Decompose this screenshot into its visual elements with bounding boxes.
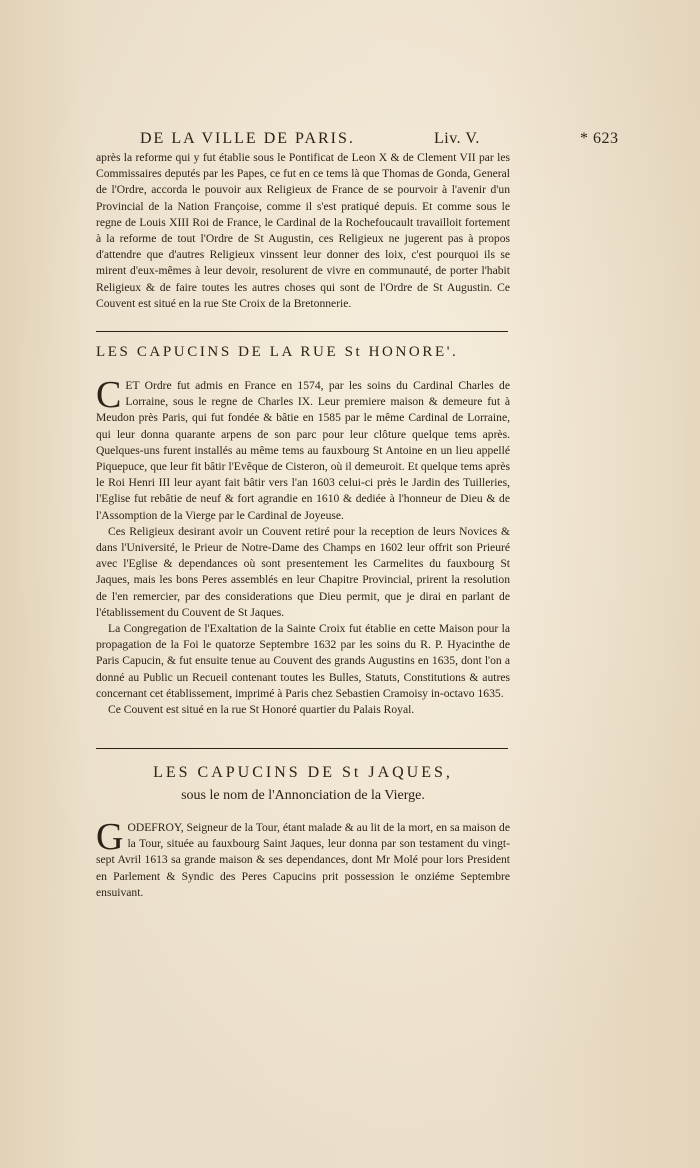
drop-cap: C xyxy=(96,374,122,416)
section1-body xyxy=(96,374,510,738)
header-book-number: Liv. V. xyxy=(434,130,480,147)
section2-paragraph: ODEFROY, Seigneur de la Tour, étant malade & au lit de la mort, en sa maison de la Tour, située au fauxbourg Saint Jaques, leur donna par son testament du vingt-sept Avril 1613 sa grande maison & ses dependances, dont Mr Molé pour lors President en Parlement & Syndic des Peres Capucins prit possession le onziéme Septembre ensuivant. xyxy=(96,821,510,899)
section1-title: LES CAPUCINS DE LA RUE St HONORE'. xyxy=(96,344,459,360)
drop-cap: G xyxy=(96,816,124,858)
intro-paragraph xyxy=(96,150,510,318)
section1-paragraph: La Congregation de l'Exaltation de la Sainte Croix fut établie en cette Maison pour la propagation de la Foi le quatorze Septembre 1632 par les soins du R. P. Hyacinthe de Paris Capucin, & fut ensuite tenue au Couvent des grands Augustins en 1635, dont l'on a donné au Public un Recueil contenant toutes les Bulles, Statuts, Constitutions & autres concernant cet établissement, imprimé à Paris chez Sebastien Cramoisy in-octavo 1635. xyxy=(96,622,510,700)
section1-paragraph: ET Ordre fut admis en France en 1574, par les soins du Cardinal Charles de Lorraine, sous le regne de Charles IX. Leur premiere maison & demeure fut à Meudon près Paris, qui fut fondée & bâtie en 1585 par le même Cardinal de Lorraine, qui leur donna quarante arpens de son parc pour leur clôture quelque tems après. Quelques-uns furent installés au même tems au fauxbourg St Antoine en un lieu appellé Piquepuce, que leur fit bâtir l'Evêque de Cisteron, où il demeuroit. Et quelque tems après le Roi Henri III leur ayant fait bâtir vers l'an 1603 celui-ci près le Jardin des Tuilleries, l'Eglise fut rebâtie de neuf & fort agrandie en 1610 & dediée à l'honneur de Dieu & de l'Assomption de la Vierge par le Cardinal de Joyeuse. xyxy=(96,379,510,522)
running-header xyxy=(140,130,640,152)
header-title: DE LA VILLE DE PARIS. xyxy=(140,130,355,147)
section2-body xyxy=(96,816,510,910)
section2-title: LES CAPUCINS DE St JAQUES, xyxy=(153,764,453,781)
section-divider xyxy=(96,331,508,332)
intro-paragraph-text: après la reforme qui y fut établie sous le Pontificat de Leon X & de Clement VII par les Commissaires deputés par les Papes, ce fut en ce tems là que Thomas de Gonda, General de l'Ordre, accorda le pouvoir aux Religieux de France de se pourvoir à l'avenir d'un Provincial de la Nation Françoise, comme il s'est pratiqué depuis. Et comme sous le regne de Louis XIII Roi de France, le Cardinal de la Rochefoucault travailloit fortement à la reforme de tout l'Ordre de St Augustin, ces Religieux ne jugerent pas à propos d'attendre que d'autres Religieux vinssent leur donner des loix, c'est pourquoi ils se mirent d'eux-mêmes à leur devoir, resolurent de vivre en communauté, de porter l'habit Religieux & de faire toutes les autres choses qui sont de l'Ordre de St Augustin. Ce Couvent est situé en la rue Ste Croix de la Bretonnerie. xyxy=(96,151,510,310)
section-divider xyxy=(96,748,508,749)
page-number: * 623 xyxy=(580,130,619,147)
section1-paragraph: Ces Religieux desirant avoir un Couvent retiré pour la reception de leurs Novices & dans l'Université, le Prieur de Notre-Dame des Champs en 1602 leur offrit son Prieuré avec l'Eglise & dependances où sont presentement les Carmelites du fauxbourg St Jaques, mais les bons Peres assemblés en leur Chapitre Provincial, prirent la resolution de l'en remercier, par des considerations que Dieu permit, que je dirai en parlant de l'établissement du Couvent de St Jaques. xyxy=(96,524,510,619)
section1-paragraph: Ce Couvent est situé en la rue St Honoré quartier du Palais Royal. xyxy=(108,703,415,717)
section2-subtitle: sous le nom de l'Annonciation de la Vierge. xyxy=(181,788,425,803)
